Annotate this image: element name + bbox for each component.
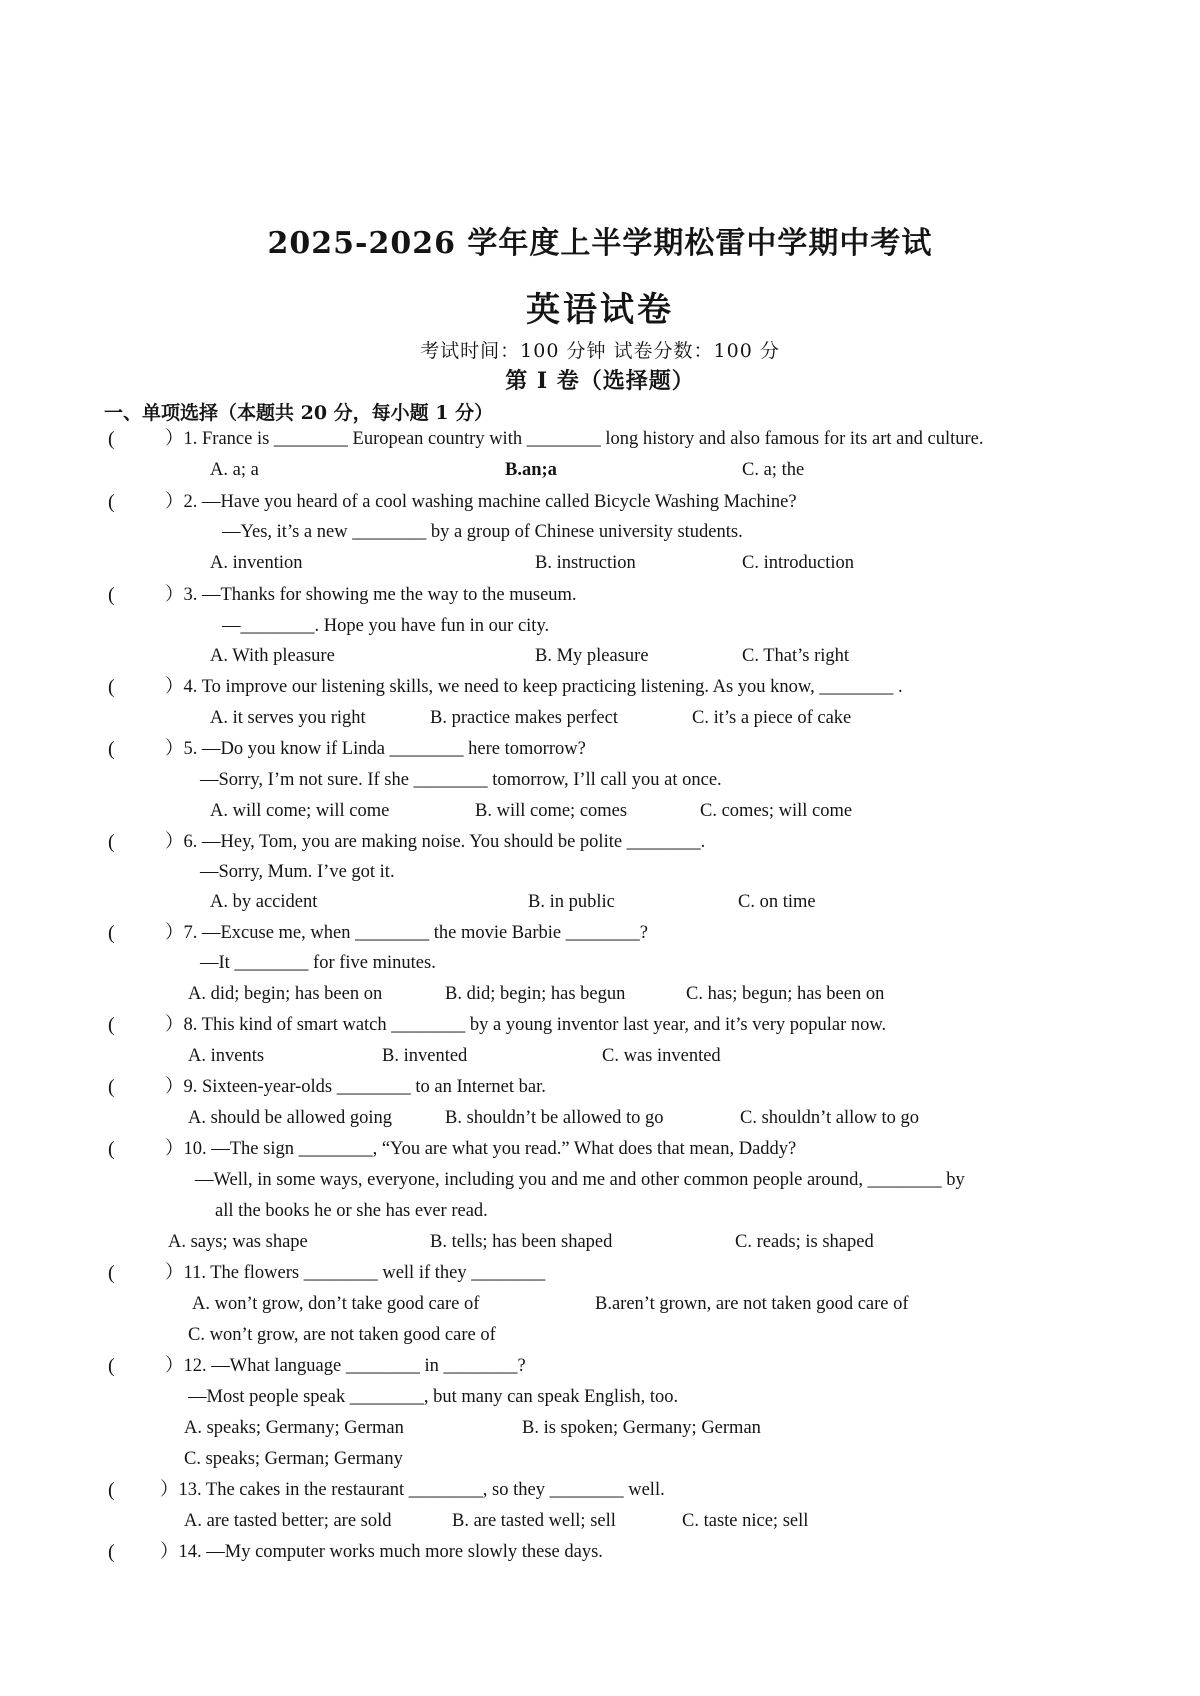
answer-paren: ( (108, 1479, 115, 1501)
option-c: C. comes; will come (700, 801, 853, 821)
option-c: C. on time (738, 892, 816, 912)
option-a: A. a; a (210, 460, 259, 480)
answer-paren: ( (108, 738, 115, 760)
question-6: ）6. —Hey, Tom, you are making noise. You should be polite ________. (165, 832, 706, 852)
exam-title: 2025-2026 学年度上半学期松雷中学期中考试 (267, 226, 933, 261)
question-5-line-2: —Sorry, I’m not sure. If she ________ tomorrow, I’ll call you at once. (200, 770, 722, 790)
question-12: ）12. —What language ________ in ________? (165, 1356, 526, 1376)
option-a: A. invents (188, 1046, 265, 1066)
option-b: B. are tasted well; sell (452, 1511, 616, 1531)
question-11: ）11. The flowers ________ well if they ________ (165, 1263, 546, 1283)
question-10-line-3: all the books he or she has ever read. (215, 1201, 488, 1221)
option-a: A. With pleasure (210, 646, 335, 666)
option-a: A. speaks; Germany; German (184, 1418, 404, 1438)
option-b: B.aren’t grown, are not taken good care of (595, 1294, 909, 1314)
option-b: B. instruction (535, 553, 636, 573)
option-c: C. has; begun; has been on (686, 984, 885, 1004)
subject-title: 英语试卷 (526, 290, 674, 330)
question-12-line-2: —Most people speak ________, but many can speak English, too. (188, 1387, 679, 1407)
option-b: B.an;a (505, 460, 557, 480)
question-13: ）13. The cakes in the restaurant ________, so they ________ well. (160, 1480, 665, 1500)
option-a: A. it serves you right (210, 708, 366, 728)
option-c: C. shouldn’t allow to go (740, 1108, 920, 1128)
option-b: B. will come; comes (475, 801, 628, 821)
question-10-line-2: —Well, in some ways, everyone, including you and me and other common people around, ________ by (195, 1170, 965, 1190)
option-b: B. did; begin; has begun (445, 984, 626, 1004)
option-a: A. by accident (210, 892, 318, 912)
part-title: 第 I 卷（选择题） (505, 368, 695, 394)
question-4: ）4. To improve our listening skills, we need to keep practicing listening. As you know, ________ . (165, 677, 903, 697)
option-a: A. won’t grow, don’t take good care of (192, 1294, 480, 1314)
answer-paren: ( (108, 584, 115, 606)
section-heading: 一、单项选择（本题共 20 分，每小题 1 分） (104, 402, 494, 424)
option-c: C. That’s right (742, 646, 850, 666)
question-2: ）2. —Have you heard of a cool washing machine called Bicycle Washing Machine? (165, 492, 797, 512)
option-b: B. tells; has been shaped (430, 1232, 613, 1252)
option-c: C. reads; is shaped (735, 1232, 874, 1252)
option-a: A. invention (210, 553, 303, 573)
question-5: ）5. —Do you know if Linda ________ here tomorrow? (165, 739, 586, 759)
answer-paren: ( (108, 491, 115, 513)
option-a: A. will come; will come (210, 801, 390, 821)
answer-paren: ( (108, 1138, 115, 1160)
option-b: B. invented (382, 1046, 468, 1066)
option-b: B. shouldn’t be allowed to go (445, 1108, 664, 1128)
question-3: ）3. —Thanks for showing me the way to the museum. (165, 585, 577, 605)
answer-paren: ( (108, 1541, 115, 1563)
question-1: ）1. France is ________ European country with ________ long history and also famous for its art and culture. (165, 429, 984, 449)
answer-paren: ( (108, 831, 115, 853)
option-c: C. was invented (602, 1046, 721, 1066)
answer-paren: ( (108, 1262, 115, 1284)
answer-paren: ( (108, 1014, 115, 1036)
option-b: B. in public (528, 892, 615, 912)
exam-info: 考试时间：100 分钟 试卷分数：100 分 (420, 340, 780, 362)
question-8: ）8. This kind of smart watch ________ by a young inventor last year, and it’s very popular now. (165, 1015, 887, 1035)
option-c: C. speaks; German; Germany (184, 1449, 403, 1469)
question-7: ）7. —Excuse me, when ________ the movie Barbie ________? (165, 923, 648, 943)
answer-paren: ( (108, 922, 115, 944)
option-c: C. a; the (742, 460, 805, 480)
option-c: C. won’t grow, are not taken good care of (188, 1325, 496, 1345)
answer-paren: ( (108, 676, 115, 698)
question-9: ）9. Sixteen-year-olds ________ to an Internet bar. (165, 1077, 546, 1097)
answer-paren: ( (108, 1355, 115, 1377)
option-b: B. is spoken; Germany; German (522, 1418, 761, 1438)
question-2-line-2: —Yes, it’s a new ________ by a group of Chinese university students. (222, 522, 743, 542)
question-14: ）14. —My computer works much more slowly these days. (160, 1542, 603, 1562)
option-b: B. My pleasure (535, 646, 649, 666)
question-3-line-2: —________. Hope you have fun in our city. (222, 616, 550, 636)
option-a: A. are tasted better; are sold (184, 1511, 392, 1531)
question-6-line-2: —Sorry, Mum. I’ve got it. (200, 862, 395, 882)
option-b: B. practice makes perfect (430, 708, 618, 728)
answer-paren: ( (108, 428, 115, 450)
option-c: C. taste nice; sell (682, 1511, 809, 1531)
option-a: A. says; was shape (168, 1232, 308, 1252)
option-a: A. did; begin; has been on (188, 984, 383, 1004)
question-10: ）10. —The sign ________, “You are what you read.” What does that mean, Daddy? (165, 1139, 797, 1159)
answer-paren: ( (108, 1076, 115, 1098)
option-c: C. it’s a piece of cake (692, 708, 852, 728)
question-7-line-2: —It ________ for five minutes. (200, 953, 436, 973)
option-a: A. should be allowed going (188, 1108, 392, 1128)
option-c: C. introduction (742, 553, 855, 573)
